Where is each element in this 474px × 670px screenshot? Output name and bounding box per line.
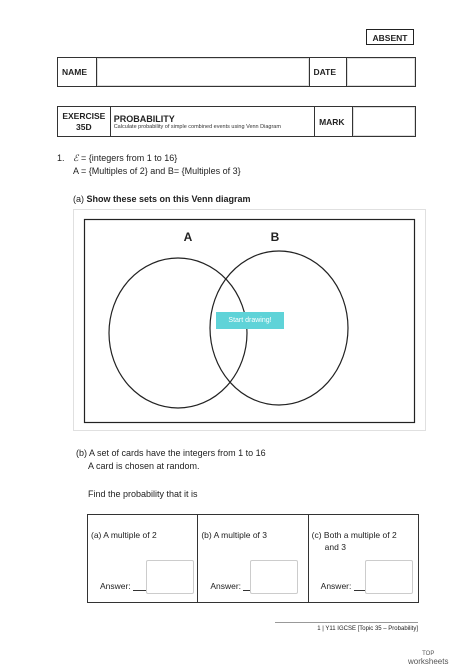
card-question-line1: (a) A multiple of 2 bbox=[91, 530, 157, 540]
card-question bbox=[91, 529, 157, 541]
part-b-line2: A card is chosen at random. bbox=[88, 461, 200, 471]
absent-box: ABSENT bbox=[366, 29, 414, 45]
part-b-line1: (b) A set of cards have the integers from 1 to 16 bbox=[76, 448, 266, 458]
logo-line2: worksheets bbox=[408, 657, 449, 666]
answer-input-c[interactable] bbox=[365, 560, 413, 594]
card-question-line1: (b) A multiple of 3 bbox=[201, 530, 267, 540]
card-multiple-of-3 bbox=[198, 515, 308, 602]
card-question-line2: and 3 bbox=[324, 542, 346, 552]
set-a-circle bbox=[109, 258, 247, 408]
sets-definition: A = {Multiples of 2} and B= {Multiples of 3} bbox=[73, 166, 241, 176]
exercise-title: PROBABILITY bbox=[113, 113, 175, 124]
card-question-line1: (c) Both a multiple of 2 bbox=[311, 530, 397, 540]
epsilon-symbol: ℰ bbox=[73, 153, 79, 163]
card-multiple-of-2 bbox=[88, 515, 198, 602]
set-a-label: A bbox=[183, 230, 193, 244]
part-b-line3: Find the probability that it is bbox=[88, 489, 198, 499]
date-label: DATE bbox=[309, 58, 347, 87]
answer-cards bbox=[87, 514, 419, 603]
universal-set-text: = {integers from 1 to 16} bbox=[80, 153, 178, 163]
page-footer: 1 | Y11 IGCSE [Topic 35 – Probability] bbox=[275, 622, 418, 632]
answer-input-b[interactable] bbox=[250, 560, 298, 594]
answer-label: Answer: bbox=[320, 581, 352, 591]
answer-label: Answer: bbox=[100, 581, 131, 591]
card-question bbox=[312, 529, 397, 553]
topworksheets-logo bbox=[408, 651, 448, 665]
part-a-prefix: (a) bbox=[73, 194, 84, 204]
exercise-number: 35D bbox=[76, 121, 92, 132]
question-number: 1. bbox=[57, 153, 65, 163]
mark-label: MARK bbox=[315, 107, 353, 137]
part-a-text: Show these sets on this Venn diagram bbox=[86, 194, 251, 204]
answer-input-a[interactable] bbox=[146, 560, 194, 594]
exercise-subtitle: Calculate probability of simple combined events using Venn Diagram bbox=[113, 123, 281, 130]
card-question bbox=[201, 529, 267, 541]
logo-line1: TOP bbox=[422, 651, 435, 657]
answer-label: Answer: bbox=[210, 581, 242, 591]
exercise-label-line1: EXERCISE bbox=[62, 110, 106, 121]
card-multiple-of-2-and-3 bbox=[309, 515, 418, 602]
name-label: NAME bbox=[58, 58, 97, 87]
set-b-label: B bbox=[270, 230, 280, 244]
start-drawing-button[interactable]: Start drawing! bbox=[216, 312, 284, 329]
